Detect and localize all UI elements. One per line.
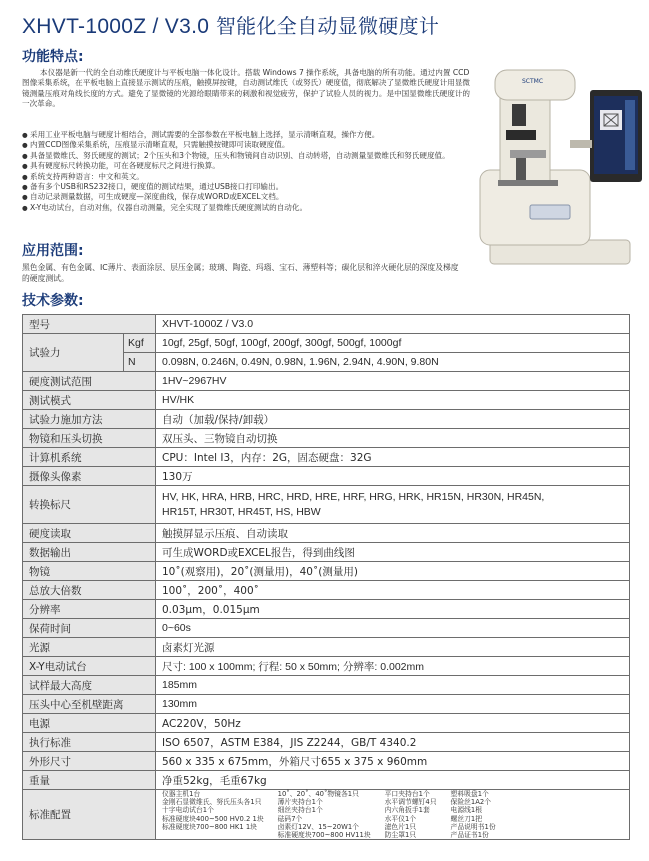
std-col-3: [385, 790, 437, 839]
table-row: [23, 695, 630, 714]
std-item: 薄片夹持台1个: [277, 798, 323, 807]
std-item: 水平仪1个: [384, 814, 417, 823]
features-intro: 本仪器是新一代的全自动维氏硬度计与平板电脑一体化设计。搭载 Windows 7 操作系统，具备电脑的所有功能。通过内置 CCD 图像采集系统，在平板电脑上直接显示测试的压痕，触摸屏按键，自动测试维氏（或努氏）硬度值，彻底解决了显微维氏硬度计用显微镜测量压痕对角线长度的方式。避免了显微镜的光源给眼睛带来的刺激和视觉疲劳，保护了试验人员的视力。是中国显微维氏硬度计的一次革命。: [22, 68, 471, 109]
std-item: 仪器主机1台: [162, 790, 201, 798]
spec-label: 测试模式: [23, 391, 156, 410]
specs-heading: 技术参数:: [22, 293, 84, 309]
spec-label: 试验力: [23, 334, 124, 372]
spec-value: 10gf, 25gf, 50gf, 100gf, 200gf, 300gf, 500gf, 1000gf: [156, 334, 630, 353]
table-row: [23, 733, 630, 752]
table-row: [23, 543, 630, 562]
std-item: 产品证书1份: [450, 831, 489, 840]
title-cn: 智能化全自动显微硬度计: [215, 14, 440, 38]
std-item: 水平调节螺钉4只: [384, 798, 437, 807]
spec-label: 电源: [23, 714, 156, 733]
spec-label: 压头中心至机壁距离: [23, 695, 156, 714]
spec-label: 保荷时间: [23, 619, 156, 638]
table-row: [23, 562, 630, 581]
table-row: [23, 391, 630, 410]
feature-item: ● 具备显微维氏、努氏硬度的测试；2个压头和3个物镜，压头和物镜间自动识别、自动转塔，自动测量显微维氏和努氏硬度值。: [22, 151, 480, 161]
spec-value: 130mm: [156, 695, 630, 714]
std-col-4: [451, 790, 496, 839]
applications-text: 黑色金属、有色金属、IC薄片、表面涂层、层压金属；玻璃、陶瓷、玛瑙、宝石、薄塑料等；碳化层和淬火硬化层的深度及梯度的硬度测试。: [22, 263, 459, 283]
spec-value: 双压头、三物镜自动切换: [156, 429, 630, 448]
spec-value: 0~60s: [156, 619, 630, 638]
std-item: 卤素灯12V、15~20W1个: [277, 822, 359, 831]
spec-value: 可生成WORD或EXCEL报告，得到曲线图: [156, 543, 630, 562]
spec-label: 转换标尺: [23, 486, 156, 524]
spec-value: 560 x 335 x 675mm，外箱尺寸655 x 375 x 960mm: [156, 752, 630, 771]
hardness-tester-image: [470, 50, 645, 270]
std-item: 砝码7个: [277, 814, 303, 823]
spec-value: 0.03μm，0.015μm: [156, 600, 630, 619]
std-item: 标准硬度块700~800 HK1 1块: [162, 822, 257, 831]
feature-item: ● 系统支持两种语言：中文和英文。: [22, 172, 480, 182]
std-item: 产品说明书1份: [450, 822, 496, 831]
std-item: 内六角扳手1套: [384, 806, 430, 815]
feature-item: ● 具有硬度标尺转换功能，可在各硬度标尺之间进行换算。: [22, 161, 480, 171]
spec-value: CPU：Intel I3，内存：2G，固态硬盘：32G: [156, 448, 630, 467]
std-col-1: [162, 790, 264, 839]
spec-label: 重量: [23, 771, 156, 790]
table-row: [23, 676, 630, 695]
spec-label: 物镜: [23, 562, 156, 581]
std-item: 十字电动试台1个: [162, 806, 214, 815]
spec-label: 计算机系统: [23, 448, 156, 467]
spec-value: 净重52kg，毛重67kg: [156, 771, 630, 790]
standard-config-grid: [162, 790, 623, 839]
spec-label: X-Y电动试台: [23, 657, 156, 676]
spec-value: 卤素灯光源: [156, 638, 630, 657]
table-row: [23, 315, 630, 334]
spec-label: 型号: [23, 315, 156, 334]
specs-table: [22, 314, 630, 840]
table-row: [23, 638, 630, 657]
std-item: 10˚、20˚、40˚物镜各1只: [277, 790, 359, 798]
spec-label: 试验力施加方法: [23, 410, 156, 429]
spec-value: 130万: [156, 467, 630, 486]
features-list: [22, 130, 480, 213]
spec-value: ISO 6507，ASTM E384，JIS Z2244，GB/T 4340.2: [156, 733, 630, 752]
feature-item: ● 采用工业平板电脑与硬度计相结合，测试需要的全部参数在平板电脑上选择，显示清晰直观，操作方便。: [22, 130, 480, 140]
features-heading: 功能特点:: [22, 49, 84, 65]
spec-value: 尺寸: 100 x 100mm; 行程: 50 x 50mm; 分辨率: 0.002mm: [156, 657, 630, 676]
spec-label: 外形尺寸: [23, 752, 156, 771]
std-item: 标准硬度块400~500 HV0.2 1块: [162, 814, 264, 823]
spec-value: 100˚，200˚，400˚: [156, 581, 630, 600]
spec-value: 触摸屏显示压痕、自动读取: [156, 524, 630, 543]
std-item: 塑料吸盘1个: [450, 790, 489, 798]
table-row: [23, 657, 630, 676]
std-col-2: [278, 790, 371, 839]
feature-item: ● 自动记录测量数据，可生成硬度—深度曲线，保存成WORD或EXCEL文档。: [22, 192, 480, 202]
spec-value: 1HV~2967HV: [156, 372, 630, 391]
std-item: 电源线1根: [450, 806, 483, 815]
table-row: [23, 600, 630, 619]
spec-label: 标准配置: [23, 790, 156, 840]
spec-unit: N: [124, 353, 156, 372]
feature-item: ● X-Y电动试台，自动对焦，仪器自动测量，完全实现了显微维氏硬度测试的自动化。: [22, 203, 480, 213]
table-row: [23, 619, 630, 638]
table-row: [23, 410, 630, 429]
spec-label: 总放大倍数: [23, 581, 156, 600]
spec-label: 执行标准: [23, 733, 156, 752]
table-row: [23, 334, 630, 353]
std-item: 细丝夹持台1个: [277, 806, 323, 815]
std-item: 滤色片1只: [384, 822, 417, 831]
brand-label: SCTMC: [522, 78, 544, 85]
feature-item: ● 备有多个USB和RS232接口，硬度值的测试结果，通过USB接口打印输出。: [22, 182, 480, 192]
spec-label: 试样最大高度: [23, 676, 156, 695]
spec-value: 185mm: [156, 676, 630, 695]
feature-item: ● 内置CCD图像采集系统，压痕显示清晰直观，只需触摸按键即可读取硬度值。: [22, 140, 480, 150]
table-row: [23, 790, 630, 840]
spec-value: AC220V，50Hz: [156, 714, 630, 733]
table-row: [23, 486, 630, 524]
spec-value: XHVT-1000Z / V3.0: [156, 315, 630, 334]
spec-unit: Kgf: [124, 334, 156, 353]
spec-value: HV/HK: [156, 391, 630, 410]
std-item: 标准硬度块700~800 HV11块: [277, 831, 371, 840]
scale-line: HR15T, HR30T, HR45T, HS, HBW: [162, 506, 321, 518]
table-row: [23, 752, 630, 771]
applications-heading: 应用范围:: [22, 243, 84, 259]
spec-label: 数据输出: [23, 543, 156, 562]
table-row: [23, 771, 630, 790]
spec-value: [156, 486, 630, 524]
spec-label: 硬度测试范围: [23, 372, 156, 391]
std-item: 螺丝刀1把: [450, 814, 483, 823]
table-row: [23, 581, 630, 600]
spec-label: 光源: [23, 638, 156, 657]
table-row: [23, 372, 630, 391]
table-row: [23, 448, 630, 467]
model-name: XHVT-1000Z / V3.0: [22, 15, 210, 38]
spec-label: 分辨率: [23, 600, 156, 619]
spec-value: 自动（加载/保持/卸载）: [156, 410, 630, 429]
spec-label: 物镜和压头切换: [23, 429, 156, 448]
table-row: [23, 524, 630, 543]
std-item: 保险丝1A2个: [450, 798, 492, 807]
std-item: 金刚石显微维氏、努氏压头各1只: [162, 798, 262, 807]
table-row: [23, 714, 630, 733]
std-item: 防尘罩1只: [384, 831, 417, 840]
table-row: [23, 429, 630, 448]
spec-label: 摄像头像素: [23, 467, 156, 486]
std-item: 平口夹持台1个: [384, 790, 430, 798]
table-row: [23, 467, 630, 486]
spec-value: 10˚(观察用)，20˚(测量用)，40˚(测量用): [156, 562, 630, 581]
standard-config: [156, 790, 630, 840]
scale-line: HV, HK, HRA, HRB, HRC, HRD, HRE, HRF, HRG, HRK, HR15N, HR30N, HR45N,: [162, 491, 545, 503]
page-title: [22, 10, 439, 39]
spec-label: 硬度读取: [23, 524, 156, 543]
spec-value: 0.098N, 0.246N, 0.49N, 0.98N, 1.96N, 2.94N, 4.90N, 9.80N: [156, 353, 630, 372]
